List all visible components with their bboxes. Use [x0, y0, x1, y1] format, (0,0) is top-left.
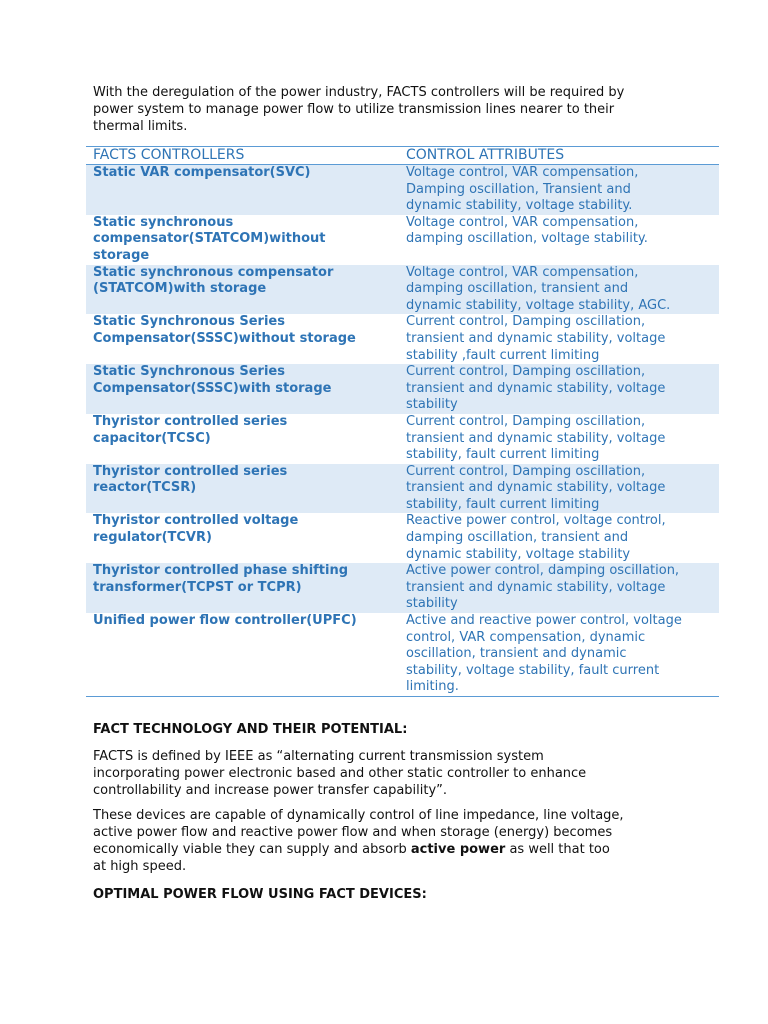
paragraph-text-end: as well that too at high speed.	[93, 842, 610, 874]
table-row	[86, 613, 719, 696]
control-attributes-cell: Current control, Damping oscillation, transient and dynamic stability, voltage stability ,fault current limiting	[406, 314, 666, 363]
paragraph-bold-active-power: active power	[410, 842, 506, 857]
controller-name-cell: Static synchronous compensator (STATCOM)with storage	[86, 265, 399, 315]
control-attributes-cell: Reactive power control, voltage control, damping oscillation, transient and dynamic stability, voltage stability	[406, 513, 666, 562]
facts-controllers-table	[86, 146, 719, 697]
control-attributes-cell: Current control, Damping oscillation, transient and dynamic stability, voltage stability	[399, 364, 719, 414]
controller-name-cell: Static VAR compensator(SVC)	[86, 165, 399, 215]
control-attributes-cell: Voltage control, VAR compensation, Damping oscillation, Transient and dynamic stability, voltage stability.	[399, 165, 719, 215]
devices-capability-paragraph	[93, 807, 719, 875]
table-row	[86, 215, 719, 265]
controller-name-cell: Static Synchronous Series Compensator(SSSC)without storage	[93, 314, 356, 346]
controller-name-cell: Thyristor controlled series reactor(TCSR)	[86, 464, 399, 514]
control-attributes-cell: Current control, Damping oscillation, transient and dynamic stability, voltage stability, fault current limiting	[399, 464, 719, 514]
controller-name-cell: Static Synchronous Series Compensator(SSSC)with storage	[86, 364, 399, 414]
table-row	[86, 513, 719, 563]
facts-definition-paragraph: FACTS is defined by IEEE as “alternating current transmission system incorporating power electronic based and other static controller to enhance controllability and increase power transfer capability”.	[93, 749, 587, 798]
control-attributes-cell: Active power control, damping oscillation, transient and dynamic stability, voltage stability	[399, 563, 719, 613]
controller-name-cell: Static synchronous compensator(STATCOM)without storage	[93, 214, 326, 263]
table-row	[86, 414, 719, 464]
header-control-attributes: CONTROL ATTRIBUTES	[399, 147, 719, 165]
section-heading-fact-technology: FACT TECHNOLOGY AND THEIR POTENTIAL:	[93, 722, 408, 737]
controller-name-cell: Unified power flow controller(UPFC)	[93, 613, 357, 629]
control-attributes-cell: Voltage control, VAR compensation, damping oscillation, voltage stability.	[406, 214, 648, 247]
section-heading-optimal-power-flow: OPTIMAL POWER FLOW USING FACT DEVICES:	[93, 887, 427, 902]
table-row	[86, 563, 719, 613]
controller-name-cell: Thyristor controlled series capacitor(TCSC)	[93, 413, 288, 446]
intro-paragraph: With the deregulation of the power industry, FACTS controllers will be required by power system to manage power flow to utilize transmission lines nearer to their thermal limits.	[93, 85, 625, 134]
document-page	[93, 84, 719, 903]
controller-name-cell: Thyristor controlled phase shifting transformer(TCPST or TCPR)	[86, 563, 399, 613]
table-row	[86, 265, 719, 315]
table-row	[86, 314, 719, 364]
table-header-row	[86, 147, 719, 165]
header-facts-controllers: FACTS CONTROLLERS	[86, 147, 399, 165]
control-attributes-cell: Current control, Damping oscillation, transient and dynamic stability, voltage stability, fault current limiting	[406, 413, 666, 463]
table-row	[86, 364, 719, 414]
table-body	[86, 165, 719, 697]
table-row	[86, 165, 719, 215]
table-row	[86, 464, 719, 514]
control-attributes-cell: Active and reactive power control, voltage control, VAR compensation, dynamic oscillation, transient and dynamic stability, voltage stability, fault current limiting.	[406, 613, 682, 695]
controller-name-cell: Thyristor controlled voltage regulator(TCVR)	[93, 513, 299, 546]
control-attributes-cell: Voltage control, VAR compensation, damping oscillation, transient and dynamic stability, voltage stability, AGC.	[399, 265, 719, 315]
paragraph-text-start: These devices are capable of dynamically control of line impedance, line voltage, active power flow and reactive power flow and when storage (energy) becomes economically viable they can supply and absorb	[93, 808, 624, 857]
